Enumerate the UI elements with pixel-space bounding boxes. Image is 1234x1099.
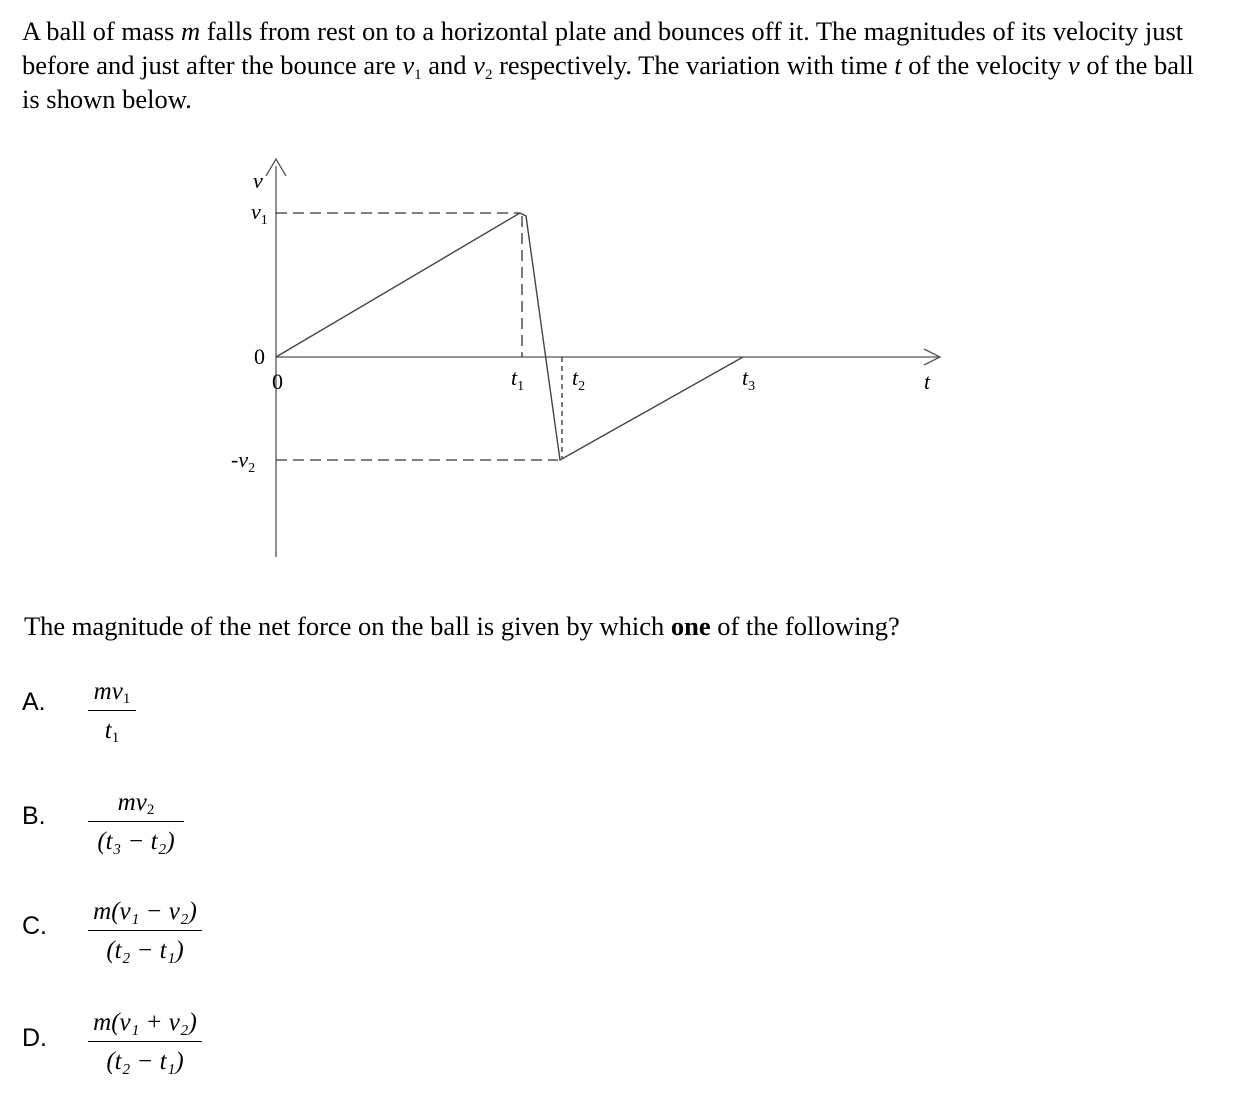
option-a-letter: A.	[22, 688, 46, 716]
option-d-expression: m(v₁ + v₂) (t₂ − t₁)	[88, 1009, 202, 1076]
x-tick-t3: $t_3$	[742, 365, 756, 394]
x-tick-zero: 0	[272, 369, 283, 394]
option-a-expression: $mv_1$ $t_1$	[88, 678, 136, 745]
option-c-letter: C.	[22, 912, 47, 940]
v-axis-label: v	[253, 168, 263, 193]
option-d-letter: D.	[22, 1024, 47, 1052]
t-axis-label: t	[924, 369, 931, 394]
y-tick-v1: $v_1$	[251, 199, 268, 228]
question-prompt: The magnitude of the net force on the ball is given by which one of the following?	[24, 611, 900, 641]
y-tick-zero: 0	[254, 344, 265, 369]
problem-statement: A ball of mass m falls from rest on to a horizontal plate and bounces off it. The magnitudes of its velocity just before and just after the bounce are $v_1$ and $v_2$ respectively. The variation with time t of the velocity v of the ball is shown below.	[22, 16, 1194, 114]
y-tick-neg-v2: $-v_2$	[231, 447, 256, 476]
velocity-series-line	[276, 213, 743, 460]
x-tick-t1: $t_1$	[511, 365, 525, 394]
option-b-letter: B.	[22, 802, 46, 830]
option-c-expression: m(v₁ − v₂) (t₂ − t₁)	[88, 898, 202, 965]
x-tick-t2: $t_2$	[572, 365, 586, 394]
option-b-expression: $mv_2$ (t₃ − t₂)	[88, 789, 184, 856]
